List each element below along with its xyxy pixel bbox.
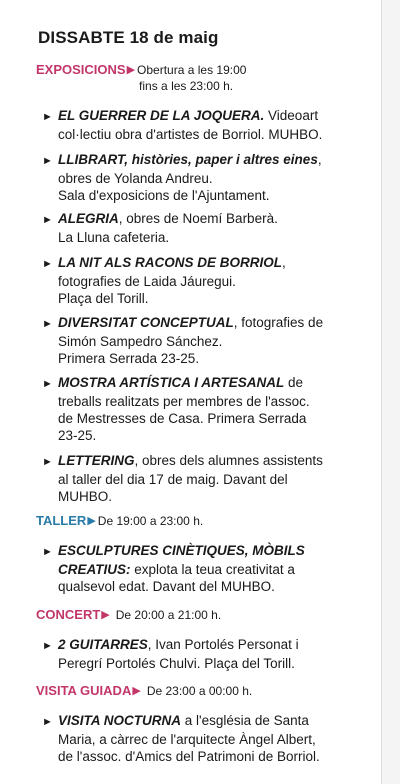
section-taller-header <box>36 513 203 529</box>
bullet-icon: ► <box>42 546 53 558</box>
section-visita-label: VISITA GUIADA <box>36 683 132 698</box>
list-item: ► LETTERING, obres dels alumnes assistents al taller del dia 17 de maig. Davant del MUHBO. <box>42 453 323 504</box>
section-concert-label: CONCERT <box>36 607 101 622</box>
bullet-icon: ► <box>42 716 53 728</box>
section-concert-time: De 20:00 a 21:00 h. <box>115 608 222 622</box>
bullet-icon: ► <box>42 640 53 652</box>
bullet-icon: ► <box>42 111 53 123</box>
arrow-right-icon: ▶ <box>101 609 110 621</box>
list-item: ► DIVERSITAT CONCEPTUAL, fotografies de Simón Sampedro Sánchez. Primera Serrada 23-25. <box>42 315 324 366</box>
section-exposicions-header <box>36 62 246 94</box>
list-item: ► EL GUERRER DE LA JOQUERA. Videoart col·lectiu obra d'artistes de Borriol. MUHBO. <box>42 108 323 142</box>
section-visita-time: De 23:00 a 00:00 h. <box>146 684 253 698</box>
bullet-icon: ► <box>42 155 53 167</box>
list-item: ► MOSTRA ARTÍSTICA I ARTESANAL de treballs realitzats per membres de l'assoc. de Mestresses de Casa. Primera Serrada 23-25. <box>42 375 310 443</box>
list-item: ► LLIBRART, històries, paper i altres eines, obres de Yolanda Andreu. Sala d'exposicions de l'Ajuntament. <box>42 152 322 203</box>
section-taller-time: De 19:00 a 23:00 h. <box>97 514 204 528</box>
arrow-right-icon: ▶ <box>87 515 96 527</box>
list-item: ► ALEGRIA, obres de Noemí Barberà. La Lluna cafeteria. <box>42 211 278 245</box>
arrow-right-icon: ▶ <box>132 685 141 697</box>
list-item: ► 2 GUITARRES, Ivan Portolés Personat i Peregrí Portolés Chulvi. Plaça del Torill. <box>42 637 299 671</box>
list-item: ► VISITA NOCTURNA a l'església de Santa Maria, a càrrec de l'arquitecte Àngel Albert, de l'assoc. d'Amics del Patrimoni de Borriol. <box>42 713 320 764</box>
day-title: DISSABTE 18 de maig <box>38 28 219 47</box>
bullet-icon: ► <box>42 258 53 270</box>
section-exposicions-label: EXPOSICIONS <box>36 62 126 77</box>
bullet-icon: ► <box>42 214 53 226</box>
list-item: ► ESCULPTURES CINÈTIQUES, MÒBILS CREATIUS: explota la teua creativitat a qualsevol edat. Davant del MUHBO. <box>42 543 305 594</box>
section-taller-label: TALLER <box>36 513 87 528</box>
section-visita-header <box>36 683 252 699</box>
bullet-icon: ► <box>42 456 53 468</box>
section-concert-header <box>36 607 221 623</box>
bullet-icon: ► <box>42 318 53 330</box>
section-exposicions-time: Obertura a les 19:00 fins a les 23:00 h. <box>137 63 247 93</box>
list-item: ► LA NIT ALS RACONS DE BORRIOL, fotografies de Laida Jáuregui. Plaça del Torill. <box>42 255 286 306</box>
bullet-icon: ► <box>42 378 53 390</box>
arrow-right-icon: ▶ <box>126 64 136 76</box>
